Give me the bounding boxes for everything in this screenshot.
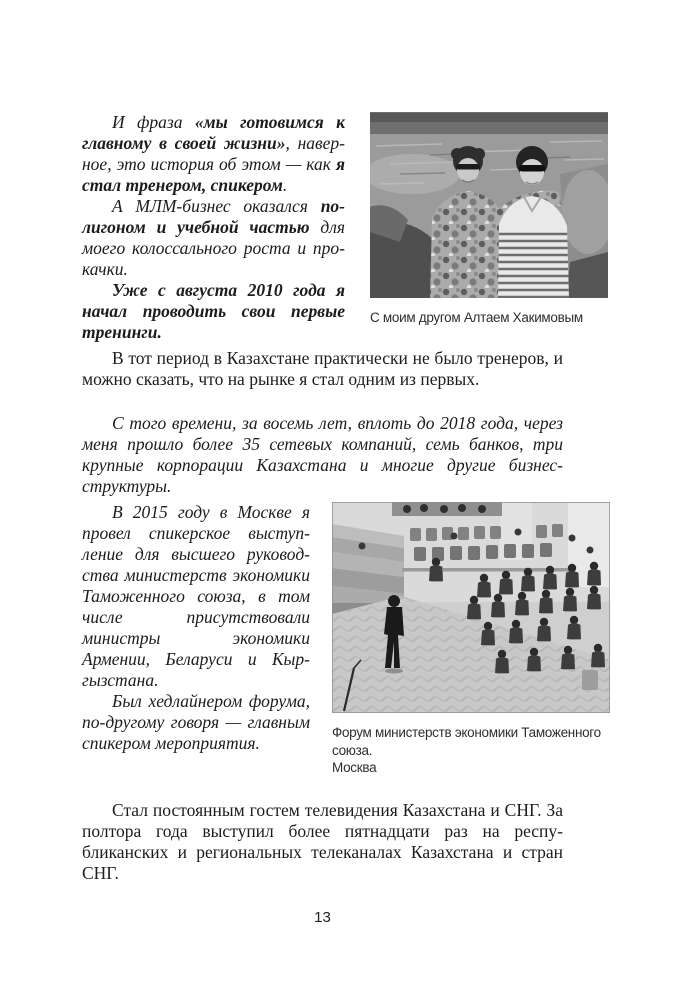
page-number: 13 — [314, 908, 331, 926]
paragraph-since: С того времени, за восемь лет, вплоть до 2018 года, через меня прошло более 35 сетевых компаний, семь банков, три крупные корпорации Казахстана и многие другие бизнес-структуры. — [82, 413, 563, 496]
paragraph-mlm — [82, 196, 345, 280]
paragraph-phrase — [82, 112, 345, 196]
paragraph-television: Стал постоянным гостем телевидения Казахстана и СНГ. За полтора года выступил более пятнадцати раз на республиканских и региональных телеканалах Казахстана и стран СНГ. — [82, 799, 563, 883]
photo1-caption: С моим другом Алтаем Хакимовым — [370, 310, 583, 325]
p1-seg2-bold: «мы готовимся к главному в своей жизни» — [82, 112, 345, 153]
paragraph-headliner: Был хедлайнером форума, по-другому говоря — главным спикером мероприятия. — [82, 691, 310, 753]
boat-photo-graphic — [370, 112, 608, 298]
paragraph-period: В тот период в Казахстане практически не было тренеров, и можно сказать, что на рынке я стал одним из первых. — [82, 348, 563, 389]
friends-boat-photo — [370, 112, 608, 298]
paragraph-trainings: Уже с августа 2010 года я начал проводить свои первые тренинги. — [82, 280, 345, 342]
p2-seg3: для моего колоссального роста и прокачки. — [82, 217, 346, 279]
paragraph-moscow: В 2015 году в Москве я провел спикерское выступление для высшего руководства министерств экономики Таможенного союза, в том числе присутствовали министры экономики Армении, Беларуси и Кыргызстана. — [82, 502, 310, 690]
photo2-caption — [332, 724, 610, 777]
p1-seg3: , наверное, это история об этом — как — [82, 133, 345, 174]
photo2-caption-line2: Москва — [332, 760, 377, 775]
p1-seg4-bold: я стал тренером, спикером — [82, 154, 345, 195]
page-content — [82, 112, 610, 926]
section-forum — [82, 502, 610, 777]
photo2-caption-line1: Форум министерств экономики Таможенного союза. — [332, 725, 601, 758]
section-intro — [82, 112, 610, 343]
intro-text-column — [82, 112, 345, 343]
p2-seg1: А МЛМ-бизнес оказался — [112, 196, 321, 216]
forum-photo-graphic — [332, 502, 610, 713]
photo1-column — [370, 112, 608, 327]
p1-seg1: И фраза — [112, 112, 195, 132]
p1-seg5: . — [282, 175, 288, 195]
forum-audience-photo — [332, 502, 610, 713]
p2-seg2-bold: полигоном и учебной частью — [82, 196, 345, 237]
photo2-column — [332, 502, 610, 777]
forum-text-column — [82, 502, 310, 754]
